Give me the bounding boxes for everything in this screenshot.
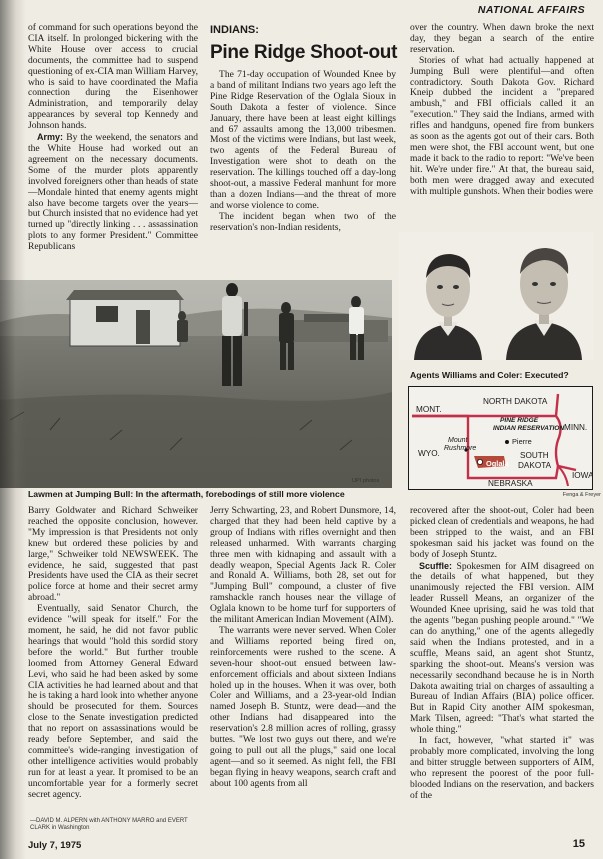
column-2-bottom bbox=[210, 506, 396, 838]
paragraph: over the country. When dawn broke the next day, they began a search of the entire reservation. bbox=[410, 23, 594, 55]
map-label-oglala: Oglala bbox=[486, 459, 509, 468]
paragraph-text: By the weekend, the senators and the White House had worked out an agreement on the necessary documents. Some of the murder plots apparently involved foreigners other than heads of state—Mondale hinted that enemy agents might also have become targets over the years—but Church insisted that no evidence had yet turned up "directly linking . . . assassination plots to any former President." Committee Republicans bbox=[28, 132, 198, 253]
subhead: Army: bbox=[37, 132, 64, 143]
subhead: Scuffle: bbox=[419, 560, 453, 571]
byline-line-1: —DAVID M. ALPERN with ANTHONY MARRO and EVERT bbox=[30, 818, 188, 824]
paragraph: Barry Goldwater and Richard Schweiker reached the opposite conclusion, however. "My impression is that Presidents not only knew but ordered these policies by and large," Schweiker told NEWSWEEK. The evidence, he said, suggested that past Presidents have used the CIA as their secret police force at home and their secret army abroad." bbox=[28, 506, 198, 604]
map-label-nebraska: NEBRASKA bbox=[488, 479, 533, 488]
pierre-marker bbox=[505, 440, 509, 444]
paragraph bbox=[410, 561, 594, 737]
column-1-bottom bbox=[28, 506, 198, 832]
paragraph: Stories of what had actually happened at Jumping Bull were plentiful—and often contradictory. South Dakota Gov. Richard Kneip dubbed the incident a "prepared ambush," and FBI officials called it an "execution." They said the Indians, armed with rifles and handguns, opened fire from bunkers as soon as the agents got out of their cars. Both men were shot, the FBI account went, but one made it back to the radio to report: "We've been hit. We're under fire." At that, the bureau said, both men were dragged away and executed with multiple gunshots. When their bodies were bbox=[410, 54, 594, 197]
paragraph: recovered after the shoot-out, Coler had been picked clean of credentials and weapons, he had been stripped to the waist, and an FBI spokesman said his jacket was found on the body of Joseph Stuntz. bbox=[410, 506, 594, 560]
paragraph bbox=[28, 132, 198, 253]
oglala-marker bbox=[477, 459, 482, 464]
map-label-dakota: DAKOTA bbox=[518, 461, 552, 470]
map-title-line1: PINE RIDGE bbox=[500, 417, 539, 424]
column-2-top bbox=[210, 70, 396, 278]
byline-line-2: CLARK in Washington bbox=[30, 825, 90, 831]
paragraph: Eventually, said Senator Church, the evidence "will speak for itself." For the moment, he said, he did not favor public hearings that would "hold this sordid story before the world." But further trouble loomed from Attorney General Edward Levi, who said he had been asked by some CIA activities he had learned about and that he is taking a hard look into whether anyone should be prosecuted for them. Sources close to the Senate investigation predicted that no report on assassinations would be ready before September, and said the committee's wide-ranging investigation of other intelligence activities would probably run for at least a year. It promised to be an uncomfortable year for a formerly secret secret agency. bbox=[28, 603, 198, 800]
column-1-top bbox=[28, 23, 198, 279]
portrait-caption: Agents Williams and Coler: Executed? bbox=[410, 370, 569, 380]
issue-date: July 7, 1975 bbox=[28, 840, 82, 851]
map-label-montana: MONT. bbox=[416, 405, 442, 414]
byline bbox=[30, 818, 200, 832]
map-label-mount: Mount bbox=[448, 437, 468, 444]
paragraph: The incident began when two of the reservation's non-Indian residents, bbox=[210, 210, 396, 233]
lawmen-photo bbox=[0, 280, 392, 488]
paragraph: The 71-day occupation of Wounded Knee by a band of militant Indians two years ago left the Pine Ridge Reservation of the Oglala Sioux in South Dakota a fester of violence. Since January, there have been at least eight killings and 67 assaults among the 13,000 tribesmen. Most of the victims were Indians, but last week, two agents of the Federal Bureau of Investigation were shot to death on the reservation. The killings touched off a day-long shoot-out, a massive Federal manhunt for more than a dozen Indians—and the threat of more and worse violence to come. bbox=[210, 70, 396, 211]
lawmen-photo-illustration bbox=[0, 280, 392, 488]
map-title-line2: INDIAN RESERVATION bbox=[493, 425, 565, 432]
agent-portraits-illustration bbox=[398, 232, 594, 360]
map-label-rushmore: Rushmore bbox=[444, 445, 477, 452]
photo-credit: UPI photos bbox=[352, 478, 380, 484]
reservation-map bbox=[408, 386, 593, 490]
map-label-pierre: Pierre bbox=[512, 437, 532, 446]
paragraph-text: Spokesmen for AIM disagreed on the details of what happened, but they unanimously rejected the FBI version. AIM leader Russell Means, an organizer of the Wounded Knee uprising, said he was told that the agents "began pushing people around." "We can do anything," one of the agents allegedly said when the Indians protested, and in a scuffle, Means said, an agent shot Stuntz, sparking the shoot-out. Means's version was necessarily secondhand because he is in North Dakota awaiting trial on charges of assaulting a Bureau of Indian Affairs (BIA) police officer. But in Rapid City another AIM spokesman, Mark Tilsen, agreed: "That's what started the whole thing." bbox=[410, 560, 594, 736]
paragraph: In fact, however, "what started it" was probably more complicated, involving the long and bitter struggle between supporters of AIM, who represent the poorest of the poor full-blooded Indians on the reservation, and backers of the bbox=[410, 735, 594, 801]
reservation-map-graphic bbox=[408, 386, 593, 490]
map-label-north-dakota: NORTH DAKOTA bbox=[483, 397, 548, 406]
page-number: 15 bbox=[572, 838, 585, 850]
agent-portraits bbox=[398, 232, 594, 360]
paragraph: The warrants were never served. When Coler and Williams reported being fired on, reinforcements were rushed to the scene. A seven-hour shoot-out ensued between law-enforcement officials and about sixteen Indians holed up in the houses. When it was over, both Coler and Williams, and a 23-year-old Indian named Joseph B. Stuntz, were dead—and the other Indians had disappeared into the reservation's 2.8 million acres of rolling, grassy buttes. "We lost two guys out there, and we're going to pull out all the plugs," said one local agent—and so it seemed. As night fell, the FBI began flying in heavy weapons, search craft and about 100 agents from all bbox=[210, 624, 396, 789]
map-label-minnesota: MINN. bbox=[564, 423, 588, 432]
article-kicker: INDIANS: bbox=[210, 24, 259, 36]
column-3-top bbox=[410, 23, 594, 229]
paragraph: Jerry Schwarting, 23, and Robert Dunsmore, 14, charged that they had been held captive by a group of Indians with rifles overnight and then released unharmed. With warrants charging three men with kidnaping and assault with a deadly weapon, Special Agents Jack R. Coler and Ronald A. Williams, both 28, set out for "Jumping Bull" compound, a cluster of five ramshackle ranch houses near the village of Oglala known to be home turf for supporters of the militant American Indian Movement (AIM). bbox=[210, 506, 396, 626]
map-credit: Fenga & Freyer bbox=[562, 492, 601, 498]
column-3-bottom bbox=[410, 506, 594, 838]
map-label-wyoming: WYO. bbox=[418, 449, 440, 458]
section-header: NATIONAL AFFAIRS bbox=[477, 4, 585, 16]
paragraph: of command for such operations beyond the CIA itself. In prolonged bickering with the White House over access to crucial documents, the committee had to suspend questioning of ex-CIA man William Harvey, who is said to have coordinated the Mafia connection during the Eisenhower Administration, and temporarily delay appearances by several top Kennedy and Johnson hands. bbox=[28, 23, 198, 132]
photo-caption: Lawmen at Jumping Bull: In the aftermath, forebodings of still more violence bbox=[28, 489, 345, 499]
map-label-iowa: IOWA bbox=[572, 471, 593, 480]
article-headline: Pine Ridge Shoot-out bbox=[210, 42, 398, 63]
map-label-south: SOUTH bbox=[520, 451, 549, 460]
